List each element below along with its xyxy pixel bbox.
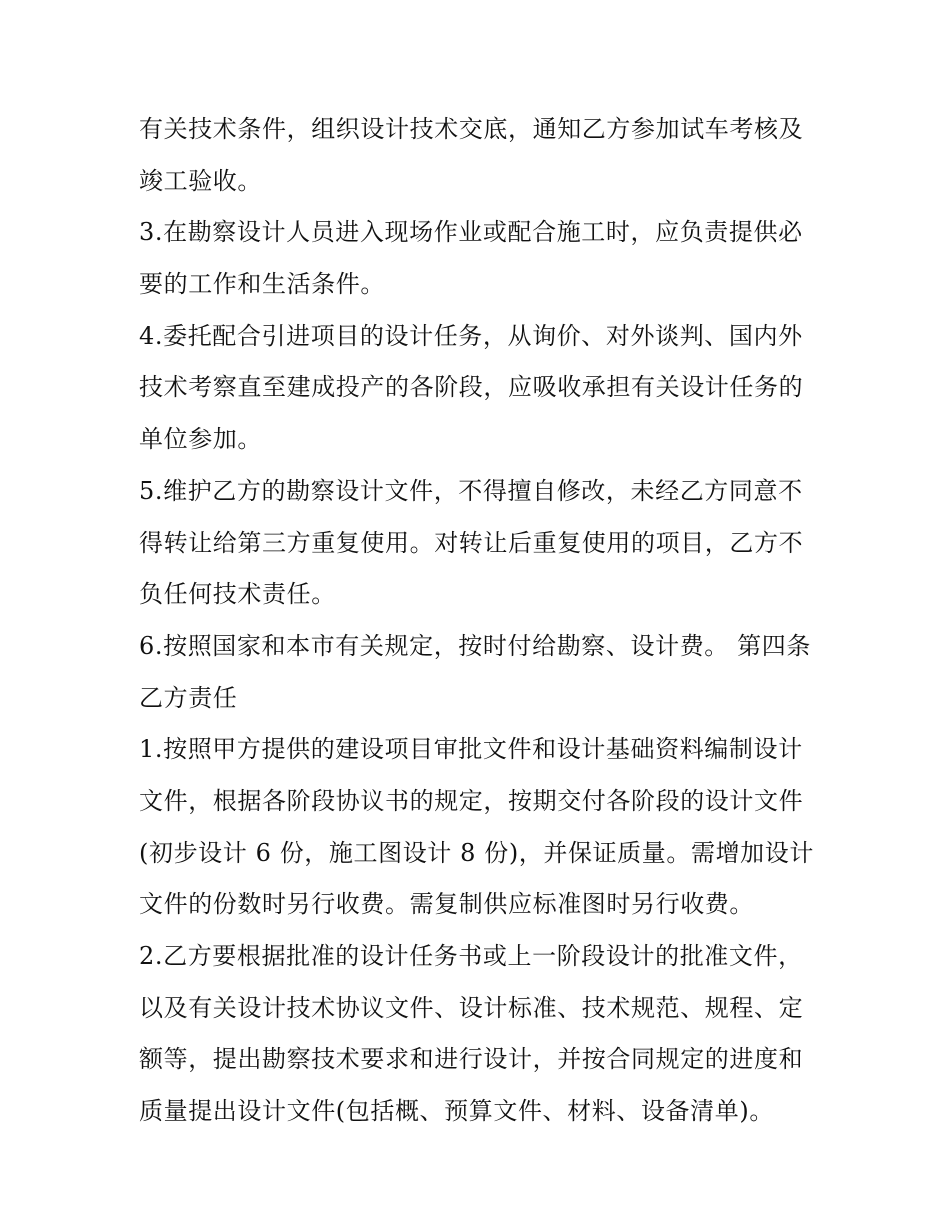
text-line-20: 质量提出设计文件(包括概、预算文件、材料、设备清单)。 xyxy=(139,1097,774,1126)
section-heading-line: 乙方责任 xyxy=(139,683,238,712)
text-line-2: 竣工验收。 xyxy=(139,166,262,195)
text-line-17: 2.乙方要根据批准的设计任务书或上一阶段设计的批准文件， xyxy=(139,942,803,970)
text-line-4: 要的工作和生活条件。 xyxy=(139,270,385,299)
text-line-3: 3.在勘察设计人员进入现场作业或配合施工时，应负责提供必 xyxy=(139,218,803,247)
text-line-7: 单位参加。 xyxy=(139,425,262,454)
text-line-1: 有关技术条件，组织设计技术交底，通知乙方参加试车考核及 xyxy=(139,115,804,143)
text-line-6: 技术考察直至建成投产的各阶段，应吸收承担有关设计任务的 xyxy=(139,373,804,402)
text-line-18: 以及有关设计技术协议文件、设计标准、技术规范、规程、定 xyxy=(139,993,804,1022)
text-line-11: 6.按照国家和本市有关规定，按时付给勘察、设计费。 第四条 xyxy=(139,631,811,660)
text-line-19: 额等，提出勘察技术要求和进行设计，并按合同规定的进度和 xyxy=(139,1045,804,1074)
text-line-15: (初步设计 6 份，施工图设计 8 份)，并保证质量。需增加设计 xyxy=(139,838,814,867)
text-line-5: 4.委托配合引进项目的设计任务，从询价、对外谈判、国内外 xyxy=(139,321,803,350)
contract-text-body xyxy=(139,104,829,1138)
text-line-14: 文件，根据各阶段协议书的规定，按期交付各阶段的设计文件 xyxy=(139,786,804,815)
text-line-10: 负任何技术责任。 xyxy=(139,580,336,609)
text-line-8: 5.维护乙方的勘察设计文件，不得擅自修改，未经乙方同意不 xyxy=(139,476,803,505)
text-line-16: 文件的份数时另行收费。需复制供应标准图时另行收费。 xyxy=(139,890,754,919)
text-line-9: 得转让给第三方重复使用。对转让后重复使用的项目，乙方不 xyxy=(139,528,804,557)
text-line-13: 1.按照甲方提供的建设项目审批文件和设计基础资料编制设计 xyxy=(139,735,803,764)
